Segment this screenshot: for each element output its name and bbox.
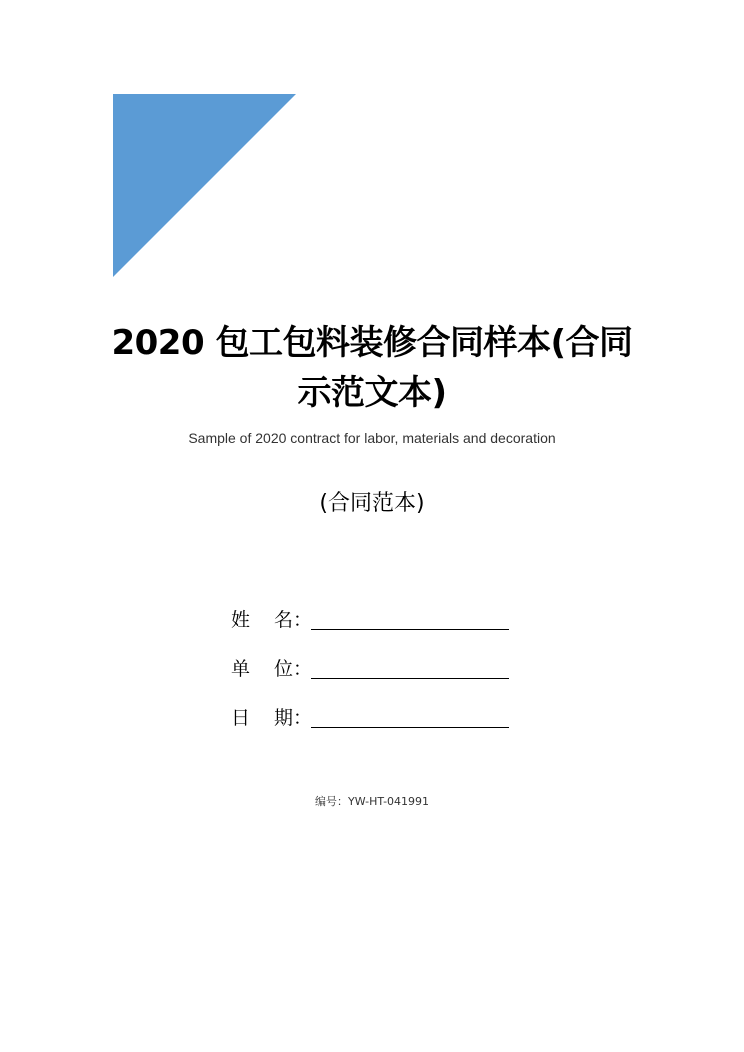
date-label-char-2: 期 bbox=[273, 707, 293, 729]
date-label-char-1: 日 bbox=[231, 707, 251, 729]
document-type-label: (合同范本) bbox=[319, 491, 425, 516]
date-field-label bbox=[231, 705, 293, 731]
unit-label-char-1: 单 bbox=[231, 658, 251, 680]
date-field-blank[interactable] bbox=[311, 727, 509, 728]
unit-field-row bbox=[231, 652, 521, 682]
name-field-label bbox=[231, 607, 293, 633]
unit-field-label bbox=[231, 656, 293, 682]
title-container bbox=[0, 318, 744, 413]
document-number-label: 编号： bbox=[314, 795, 348, 808]
name-label-char-2: 名 bbox=[273, 609, 293, 631]
name-field-colon: ： bbox=[293, 609, 313, 631]
document-title: 2020 包工包料装修合同样本(合同示范文本) bbox=[111, 323, 633, 413]
unit-field-colon: ： bbox=[293, 658, 313, 680]
corner-triangle-decoration bbox=[113, 94, 296, 277]
document-number bbox=[0, 793, 744, 809]
unit-field-blank[interactable] bbox=[311, 678, 509, 679]
date-field-row bbox=[231, 701, 521, 731]
document-number-value: YW-HT-041991 bbox=[347, 795, 430, 808]
name-label-char-1: 姓 bbox=[231, 609, 251, 631]
name-field-blank[interactable] bbox=[311, 629, 509, 630]
english-subtitle: Sample of 2020 contract for labor, materials and decoration bbox=[188, 430, 556, 446]
unit-label-char-2: 位 bbox=[273, 658, 293, 680]
name-field-row bbox=[231, 603, 521, 633]
date-field-colon: ： bbox=[293, 707, 313, 729]
